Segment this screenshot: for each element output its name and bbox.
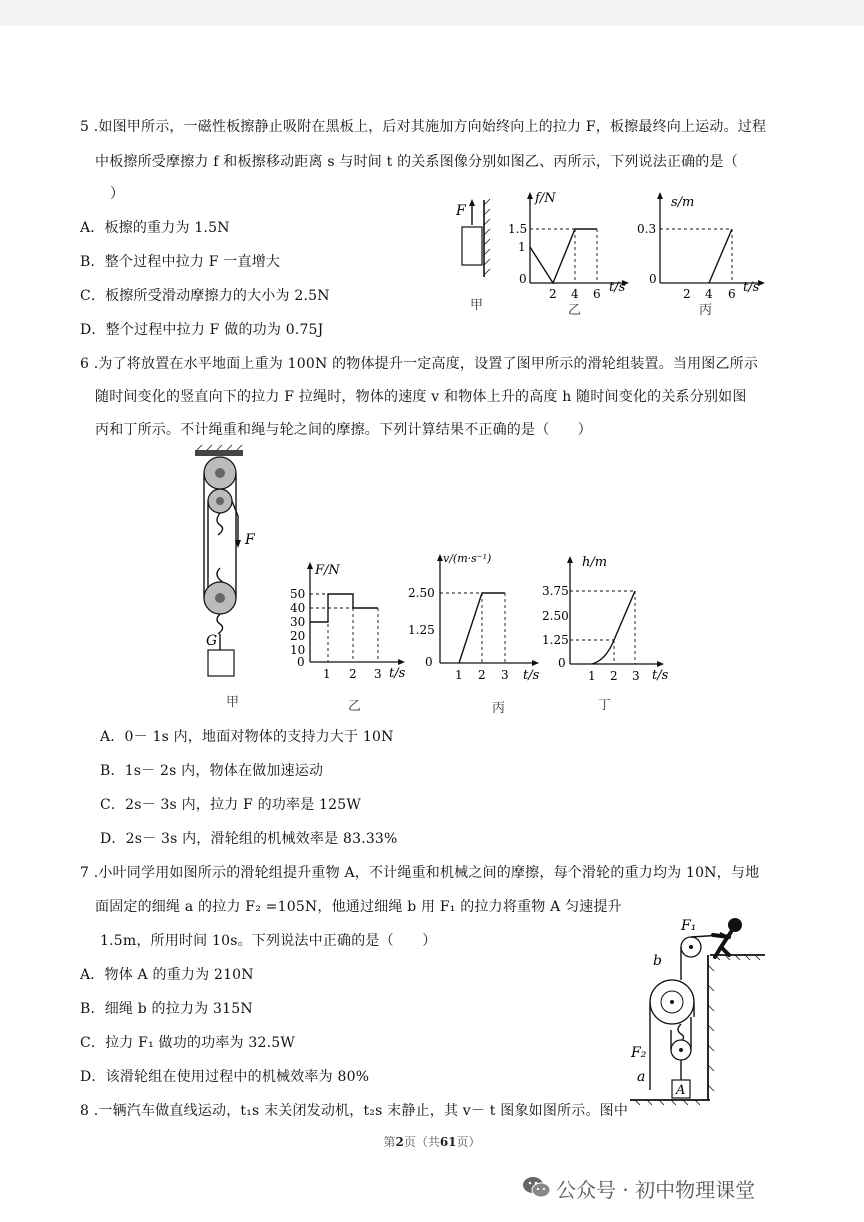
q6-yi-series (310, 594, 378, 622)
q6-ding-caption: 丁 (598, 698, 612, 713)
wechat-icon (522, 1174, 552, 1200)
q6-yi-xtick-1: 1 (323, 667, 331, 681)
q6-yi-ytick-10: 10 (290, 643, 306, 657)
q5-yi-xtick-6: 6 (593, 287, 601, 301)
q6-yi-ytick-50: 50 (290, 587, 306, 601)
q6-yi-ytick-40: 40 (290, 601, 306, 615)
q6-bing-xtick-0: 0 (425, 655, 433, 669)
q6-bing-series (459, 593, 505, 663)
q5-yi-series (530, 229, 597, 283)
q5-yi-xtick-2: 2 (549, 287, 557, 301)
q6-yi-ytick-0: 0 (297, 655, 305, 669)
q6-yi-ylabel: F/N (315, 563, 340, 578)
q6-figure-ding (530, 552, 680, 712)
q6-option-c: C．2s－ 3s 内，拉力 F 的功率是 125W (100, 797, 361, 813)
q6-ding-xtick-3: 3 (632, 669, 640, 683)
q6-bing-ylabel: v/(m·s⁻¹) (443, 552, 492, 565)
footer-mid: 页（共 (403, 1135, 440, 1149)
q5-yi-ylabel: f/N (535, 191, 556, 206)
q5-jia-caption: 甲 (470, 298, 484, 313)
q5-figure-jia (450, 195, 495, 315)
q5-option-c: C．板擦所受滑动摩擦力的大小为 2.5N (80, 288, 330, 304)
person-head-icon (728, 918, 742, 932)
q5-bing-xtick-0: 0 (649, 272, 657, 286)
q5-jia-board-hatch (484, 199, 490, 275)
q5-bing-ylabel: s/m (671, 195, 695, 210)
q6-jia-weight-label: G (206, 633, 218, 649)
q6-figure-yi (285, 560, 415, 720)
q5-jia-eraser (462, 227, 482, 265)
q6-option-d: D．2s－ 3s 内，滑轮组的机械效率是 83.33% (100, 831, 398, 847)
q6-jia-object (208, 650, 234, 676)
q5-text-line2: 中板擦所受摩擦力 f 和板擦移动距离 s 与时间 t 的关系图像分别如图乙、丙所示，下列说法正确的是（ (95, 154, 738, 170)
q6-bing-xlabel: t/s (523, 668, 540, 683)
q6-text-line3: 丙和丁所示。不计绳重和绳与轮之间的摩擦。下列计算结果不正确的是（ ） (95, 422, 592, 438)
q5-bing-xtick-2: 2 (683, 287, 691, 301)
footer-post: 页） (456, 1135, 481, 1149)
q6-text-line2: 随时间变化的竖直向下的拉力 F 拉绳时，物体的速度 v 和物体上升的高度 h 随时间变化的关系分别如图 (95, 389, 747, 405)
q6-yi-ytick-20: 20 (290, 629, 306, 643)
q6-ding-series (592, 591, 635, 664)
q5-bing-xtick-4: 4 (705, 287, 713, 301)
q6-jia-ceiling (195, 450, 243, 456)
q7-mass-a-label: A (676, 1083, 686, 1098)
page-footer (0, 1133, 864, 1150)
q6-bing-ytick-1_25: 1.25 (408, 623, 435, 637)
q6-bing-caption: 丙 (492, 701, 506, 716)
q5-bing-caption: 丙 (699, 303, 713, 318)
q6-jia-hook-3 (217, 614, 223, 634)
q5-yi-caption: 乙 (568, 303, 582, 318)
q6-ding-ylabel: h/m (582, 555, 608, 570)
q5-figure-bing (635, 188, 775, 318)
q6-figure-jia (190, 448, 270, 710)
q5-yi-xtick-4: 4 (571, 287, 579, 301)
watermark-text: 公众号 · 初中物理课堂 (556, 1178, 756, 1202)
q7-figure (625, 905, 775, 1110)
q6-ding-xtick-2: 2 (610, 669, 618, 683)
q7-option-a: A．物体 A 的重力为 210N (80, 967, 254, 983)
q6-yi-ytick-30: 30 (290, 615, 306, 629)
q6-ding-ytick-3_75: 3.75 (542, 584, 569, 598)
q6-yi-xtick-3: 3 (374, 667, 382, 681)
q5-text-line3: ） (110, 186, 125, 202)
q6-yi-caption: 乙 (348, 699, 362, 714)
q6-option-b: B．1s－ 2s 内，物体在做加速运动 (100, 763, 324, 779)
footer-page-number: 2 (395, 1135, 404, 1149)
q5-option-b: B．整个过程中拉力 F 一直增大 (80, 254, 281, 270)
q5-yi-ytick-1_5: 1.5 (508, 222, 528, 236)
q6-jia-force-label: F (245, 532, 255, 548)
q5-jia-force-label: F (456, 203, 466, 219)
q6-bing-ytick-2_50: 2.50 (408, 586, 435, 600)
q6-ding-ytick-1_25: 1.25 (542, 633, 569, 647)
q6-bing-xtick-2: 2 (478, 668, 486, 682)
q6-jia-caption: 甲 (226, 695, 240, 710)
q5-text-line1: 5 .如图甲所示，一磁性板擦静止吸附在黑板上，后对其施加方向始终向上的拉力 F，板擦最终向上运动。过程 (80, 119, 767, 135)
q6-bing-xtick-1: 1 (455, 668, 463, 682)
q7-option-c: C．拉力 F₁ 做功的功率为 32.5W (80, 1035, 295, 1051)
q6-ding-xtick-1: 1 (588, 669, 596, 683)
q6-text-line1: 6 .为了将放置在水平地面上重为 100N 的物体提升一定高度，设置了图甲所示的滑轮组装置。当用图乙所示 (80, 356, 759, 372)
q5-bing-ytick-0_3: 0.3 (637, 222, 657, 236)
q6-ding-xtick-0: 0 (558, 656, 566, 670)
q7-option-d: D．该滑轮组在使用过程中的机械效率为 80% (80, 1069, 370, 1085)
q6-yi-xlabel: t/s (389, 666, 406, 681)
q6-jia-hook-1 (217, 513, 223, 535)
q5-bing-xlabel: t/s (743, 280, 760, 295)
q7-a-label: a (637, 1069, 646, 1085)
q5-jia-force-arrowhead (469, 199, 475, 206)
q5-figure-yi (505, 188, 635, 318)
q8-text-line1: 8 .一辆汽车做直线运动，t₁s 末关闭发动机，t₂s 末静止，其 v－ t 图象如图所示。图中 (80, 1103, 629, 1119)
q7-b-label: b (653, 953, 662, 969)
q5-bing-series (709, 229, 732, 283)
q6-yi-xtick-2: 2 (349, 667, 357, 681)
q5-yi-ytick-1: 1 (518, 240, 526, 254)
q6-option-a: A．0－ 1s 内，地面对物体的支持力大于 10N (100, 729, 394, 745)
q5-yi-xlabel: t/s (609, 280, 626, 295)
q6-ding-xlabel: t/s (652, 668, 669, 683)
top-bar (0, 0, 864, 26)
q5-yi-xtick-0: 0 (519, 272, 527, 286)
q7-option-b: B．细绳 b 的拉力为 315N (80, 1001, 253, 1017)
q6-ding-ytick-2_50: 2.50 (542, 609, 569, 623)
q7-text-line2: 面固定的细绳 a 的拉力 F₂ =105N，他通过细绳 b 用 F₁ 的拉力将重物 A 匀速提升 (95, 899, 622, 915)
q7-f2-label: F₂ (631, 1045, 647, 1061)
q7-text-line1: 7 .小叶同学用如图所示的滑轮组提升重物 A，不计绳重和机械之间的摩擦，每个滑轮的重力均为 10N，与地 (80, 865, 760, 881)
q5-option-a: A．板擦的重力为 1.5N (80, 220, 230, 236)
q6-figure-bing (405, 548, 545, 718)
q5-bing-xtick-6: 6 (728, 287, 736, 301)
q5-option-d: D．整个过程中拉力 F 做的功为 0.75J (80, 322, 324, 338)
footer-pre: 第 (383, 1135, 396, 1149)
q7-f1-label: F₁ (681, 918, 697, 934)
q7-text-line3: 1.5m，所用时间 10s。下列说法中正确的是（ ） (100, 933, 437, 949)
footer-total-pages: 61 (439, 1135, 457, 1149)
q6-bing-xtick-3: 3 (501, 668, 509, 682)
